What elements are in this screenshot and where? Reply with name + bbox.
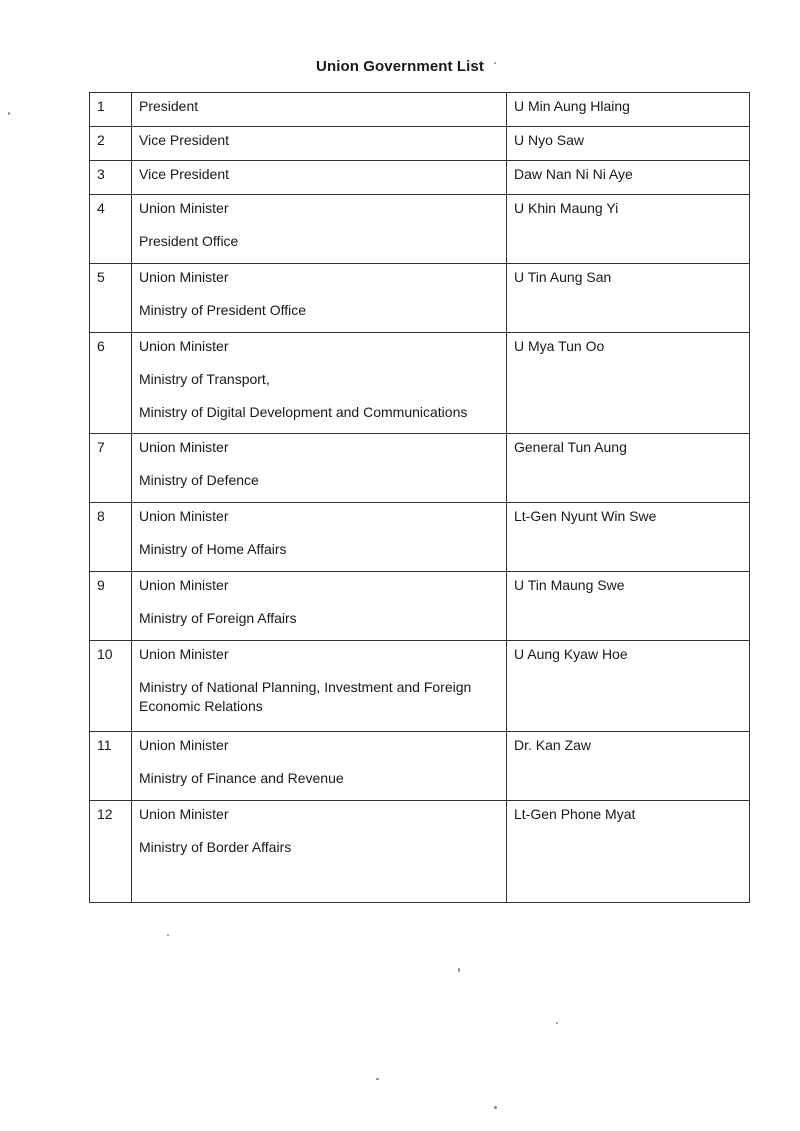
official-name: Dr. Kan Zaw — [507, 732, 750, 801]
scan-speck — [494, 62, 496, 64]
position-title: Union Minister — [139, 806, 229, 822]
official-name: Lt-Gen Nyunt Win Swe — [507, 503, 750, 572]
official-name: General Tun Aung — [507, 434, 750, 503]
position-title: Union Minister — [139, 577, 229, 593]
ministry-name: Ministry of Defence — [139, 472, 259, 488]
position-title: Vice President — [139, 166, 230, 182]
official-name: U Nyo Saw — [507, 127, 750, 161]
table-row — [90, 195, 750, 264]
position-title: Union Minister — [139, 269, 229, 285]
scan-speck — [494, 1106, 497, 1109]
row-number: 4 — [90, 195, 132, 264]
position-cell — [132, 161, 507, 195]
ministry-name: Ministry of Finance and Revenue — [139, 770, 344, 786]
position-cell — [132, 264, 507, 333]
table-row — [90, 801, 750, 903]
position-title: Vice President — [139, 132, 230, 148]
row-number: 10 — [90, 641, 132, 732]
official-name: U Khin Maung Yi — [507, 195, 750, 264]
table-row — [90, 572, 750, 641]
row-number: 5 — [90, 264, 132, 333]
government-table — [89, 92, 750, 903]
official-name: Daw Nan Ni Ni Aye — [507, 161, 750, 195]
row-number: 3 — [90, 161, 132, 195]
ministry-name: Ministry of Home Affairs — [139, 541, 287, 557]
table-row — [90, 93, 750, 127]
official-name: U Mya Tun Oo — [507, 333, 750, 434]
scan-speck — [8, 112, 10, 115]
table-row — [90, 434, 750, 503]
position-title: Union Minister — [139, 508, 229, 524]
position-title: Union Minister — [139, 439, 229, 455]
position-cell — [132, 434, 507, 503]
row-number: 8 — [90, 503, 132, 572]
ministry-name: Ministry of Border Affairs — [139, 839, 292, 855]
ministry-name: Economic Relations — [139, 698, 263, 714]
row-number: 1 — [90, 93, 132, 127]
scan-speck — [556, 1022, 558, 1024]
scan-speck — [458, 968, 460, 972]
table-row — [90, 732, 750, 801]
ministry-name: Ministry of National Planning, Investment and Foreign — [139, 679, 472, 695]
position-cell — [132, 801, 507, 903]
ministry-name: Ministry of President Office — [139, 302, 307, 318]
row-number: 12 — [90, 801, 132, 903]
page-title: Union Government List — [316, 58, 484, 75]
official-name: U Aung Kyaw Hoe — [507, 641, 750, 732]
position-title: Union Minister — [139, 200, 229, 216]
row-number: 7 — [90, 434, 132, 503]
official-name: U Min Aung Hlaing — [507, 93, 750, 127]
ministry-name: Ministry of Foreign Affairs — [139, 610, 297, 626]
ministry-name: Ministry of Digital Development and Communications — [139, 404, 468, 420]
row-number: 6 — [90, 333, 132, 434]
position-cell — [132, 333, 507, 434]
table-row — [90, 161, 750, 195]
scan-speck — [167, 934, 169, 936]
position-title: Union Minister — [139, 646, 229, 662]
official-name: U Tin Maung Swe — [507, 572, 750, 641]
position-cell — [132, 195, 507, 264]
position-cell — [132, 93, 507, 127]
position-cell — [132, 641, 507, 732]
row-number: 2 — [90, 127, 132, 161]
position-cell — [132, 503, 507, 572]
ministry-name: Ministry of Transport, — [139, 371, 270, 387]
position-title: Union Minister — [139, 338, 229, 354]
table-row — [90, 264, 750, 333]
position-cell — [132, 732, 507, 801]
table-row — [90, 503, 750, 572]
scan-speck — [376, 1078, 379, 1080]
ministry-name: President Office — [139, 233, 239, 249]
position-title: President — [139, 98, 199, 114]
position-cell — [132, 127, 507, 161]
position-cell — [132, 572, 507, 641]
official-name: U Tin Aung San — [507, 264, 750, 333]
official-name: Lt-Gen Phone Myat — [507, 801, 750, 903]
table-row — [90, 641, 750, 732]
row-number: 9 — [90, 572, 132, 641]
table-row — [90, 333, 750, 434]
position-title: Union Minister — [139, 737, 229, 753]
table-row — [90, 127, 750, 161]
row-number: 11 — [90, 732, 132, 801]
